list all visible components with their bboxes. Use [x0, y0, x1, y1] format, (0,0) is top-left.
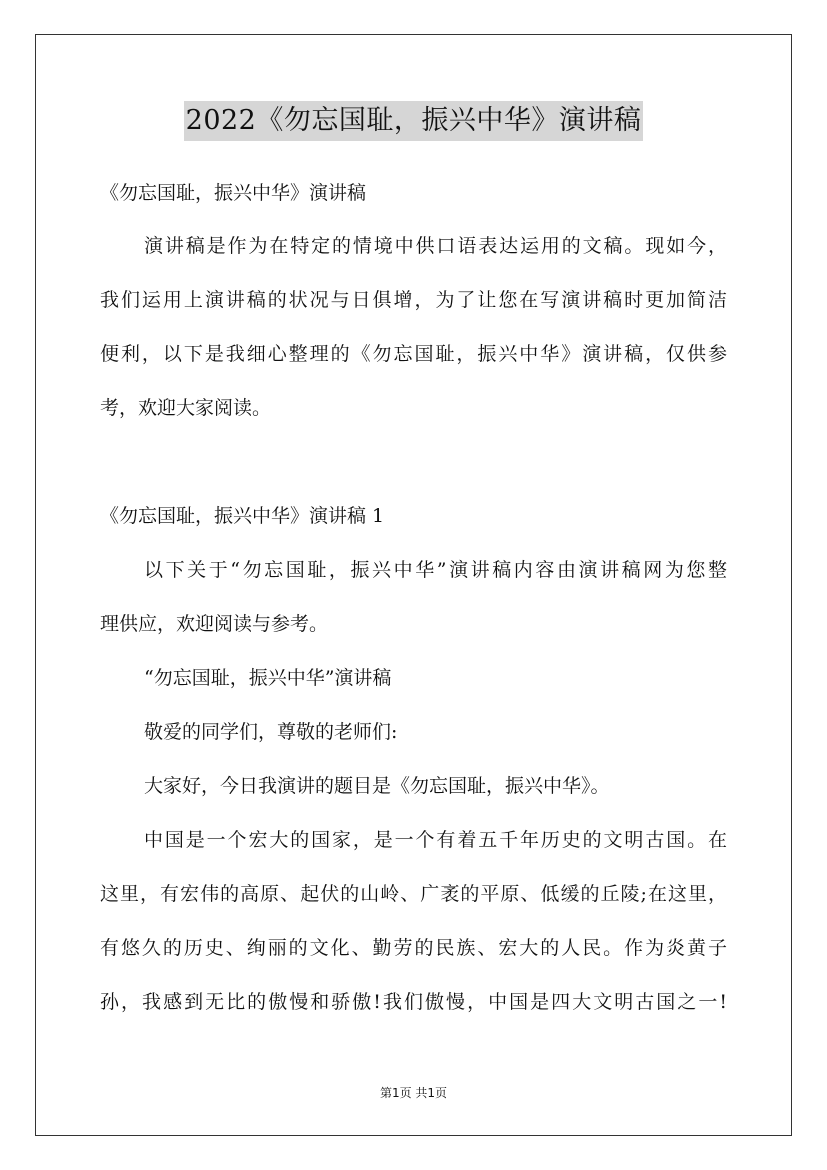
- opening-line: 大家好，今日我演讲的题目是《勿忘国耻，振兴中华》。: [144, 775, 610, 797]
- paragraph-line-1: 中国是一个宏大的国家，是一个有着五千年历史的文明古国。在: [144, 829, 727, 851]
- greeting: 敬爱的同学们，尊敬的老师们:: [144, 721, 398, 743]
- title-container: [0, 101, 827, 141]
- paragraph-line-4: 孙，我感到无比的傲慢和骄傲!我们傲慢，中国是四大文明古国之一!: [100, 991, 727, 1013]
- intro-line-2: 我们运用上演讲稿的状况与日俱增，为了让您在写演讲稿时更加简洁: [100, 289, 727, 311]
- intro-line-4: 考，欢迎大家阅读。: [100, 397, 272, 419]
- source-line-1: 以下关于“勿忘国耻，振兴中华”演讲稿内容由演讲稿网为您整: [144, 559, 727, 581]
- intro-line-3: 便利，以下是我细心整理的《勿忘国耻，振兴中华》演讲稿，仅供参: [100, 343, 727, 365]
- source-line-2: 理供应，欢迎阅读与参考。: [100, 613, 329, 635]
- heading-main: 《勿忘国耻，振兴中华》演讲稿: [100, 182, 367, 204]
- intro-line-1: 演讲稿是作为在特定的情境中供口语表达运用的文稿。现如今，: [144, 235, 727, 257]
- paragraph-line-3: 有悠久的历史、绚丽的文化、勤劳的民族、宏大的人民。作为炎黄子: [100, 937, 727, 959]
- page-footer: 第1页 共1页: [379, 1086, 448, 1100]
- speech-title: “勿忘国耻，振兴中华”演讲稿: [144, 667, 392, 689]
- paragraph-line-2: 这里，有宏伟的高原、起伏的山岭、广袤的平原、低缓的丘陵;在这里，: [100, 883, 727, 905]
- heading-section-1: 《勿忘国耻，振兴中华》演讲稿 1: [100, 505, 385, 527]
- document-title: 2022《勿忘国耻，振兴中华》演讲稿: [184, 101, 644, 141]
